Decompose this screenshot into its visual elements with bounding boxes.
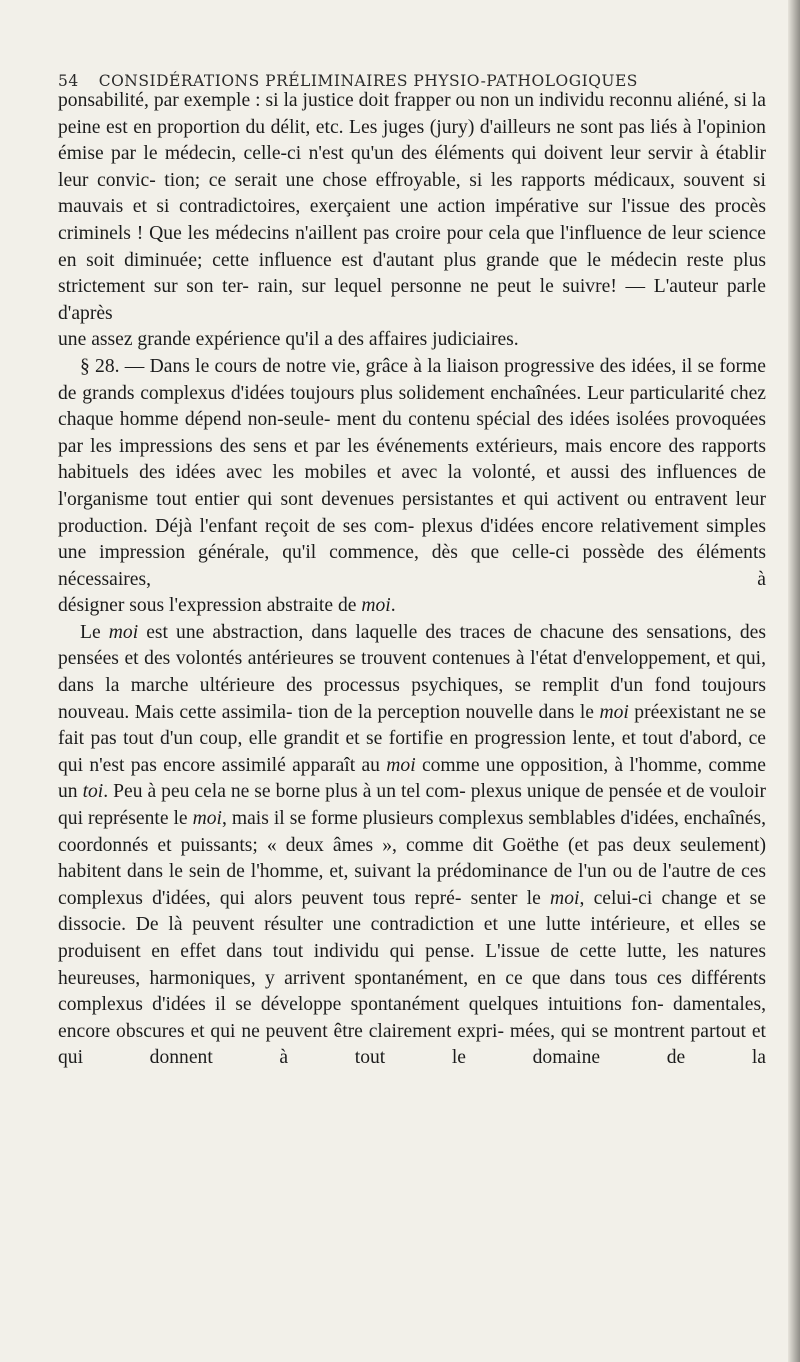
italic-word: moi bbox=[386, 754, 416, 776]
text-line: damentales, encore obscures et qui ne peuvent être clairement expri- bbox=[58, 994, 766, 1042]
text-line: harmoniques, y arrivent spontanément, en ce que dans tous ces différents bbox=[149, 967, 766, 989]
text-line: des sens et par les événements extérieurs, mais encore des rapports bbox=[219, 435, 766, 457]
text-line: que l'influence de leur science en soit diminuée; cette influence est bbox=[58, 222, 767, 271]
text-line: forme plusieurs complexus semblables d'idées, enchaînés, coordonnés bbox=[58, 808, 767, 856]
text-line: plexus unique de pensée et de vouloir qui représente le bbox=[58, 781, 766, 830]
text-line: habituels des idées avec les mobiles et avec la volonté, et aussi des bbox=[58, 462, 647, 484]
text-line: des procès criminels ! Que les médecins n'aillent pas croire pour cela bbox=[58, 196, 766, 244]
text-line: et puissants; « deux âmes », comme dit Goëthe (et pas deux seulement) bbox=[157, 834, 767, 856]
text-line: d'un coup, elle grandit et se fortifie en progression lente, et tout d'abord, bbox=[160, 728, 743, 750]
text-line: une assez grande expérience qu'il a des affaires judiciaires. bbox=[58, 329, 519, 351]
italic-word: moi bbox=[361, 595, 391, 617]
italic-word: toi bbox=[82, 781, 104, 803]
page-edge-shadow bbox=[788, 0, 800, 1362]
text-line: complexus d'idées il se développe spontanément quelques intuitions fon- bbox=[58, 994, 664, 1016]
text-line: est une abstraction, dans laquelle des traces de chacune des bbox=[138, 621, 639, 643]
text-line: préexistant ne se fait pas tout bbox=[58, 701, 766, 750]
text-line: , celui-ci change et se dissocie. De là peuvent résulter une bbox=[58, 887, 766, 936]
paragraph-continuation bbox=[58, 88, 766, 327]
text-line: tion; ce serait une chose effroyable, si les rapports médicaux, souvent si bbox=[164, 169, 766, 191]
paragraph-end: désigner sous l'expression abstraite de moi. bbox=[58, 595, 396, 617]
text-line: désigner sous l'expression abstraite de bbox=[58, 595, 362, 617]
italic-word: moi bbox=[599, 701, 629, 723]
paragraph-moi bbox=[58, 620, 766, 1072]
text-line: plexus d'idées encore relativement simples une impression générale, bbox=[58, 515, 766, 564]
text-line: mées, qui se montrent partout et qui donnent à tout le domaine de la bbox=[58, 1020, 766, 1069]
paragraph-end bbox=[58, 327, 766, 354]
text-line: sensations, des pensées et des volontés antérieures se trouvent contenues bbox=[58, 621, 766, 670]
text-line: rain, sur lequel personne ne peut le suivre! — L'auteur parle d'après bbox=[58, 276, 766, 324]
text-line: (jury) d'ailleurs ne sont pas liés à l'opinion émise par le médecin, celle-ci bbox=[58, 116, 766, 165]
body-text bbox=[58, 88, 766, 1072]
running-title: CONSIDÉRATIONS PRÉLIMINAIRES PHYSIO-PATHOLOGIQUES bbox=[98, 72, 638, 90]
text-line: . Peu à peu cela ne se borne plus à un tel com- bbox=[103, 781, 466, 803]
text-line: activent ou entravent leur production. Déjà l'enfant reçoit de ses com- bbox=[58, 488, 766, 537]
text-line: tion de la perception nouvelle dans le bbox=[297, 701, 600, 723]
text-line: contradiction et une lutte intérieure, et elles se produisent en effet dans bbox=[58, 914, 766, 962]
text-line: qu'il commence, dès que celle-ci possède des éléments nécessaires, à bbox=[58, 542, 767, 590]
text-line: ce qui n'est pas encore assimilé apparaît au bbox=[58, 728, 766, 776]
text-line: l'homme, comme un bbox=[58, 754, 766, 803]
paragraph-section-28 bbox=[58, 354, 766, 593]
page-number: 54 bbox=[58, 72, 79, 90]
text-line: d'autant plus grande que le médecin reste plus strictement sur son ter- bbox=[58, 249, 766, 298]
italic-word: moi bbox=[550, 887, 580, 909]
text-line: comme une opposition, à bbox=[415, 754, 624, 776]
text-line: reconnu aliéné, si la peine est en proportion du délit, etc. Les juges bbox=[58, 90, 766, 138]
text-line: habitent dans le sein de l'homme, et, suivant la prédominance de l'un bbox=[58, 861, 607, 883]
text-line: n'est qu'un des éléments qui doivent leur servir à établir leur convic- bbox=[58, 143, 766, 191]
text-line: § 28. — Dans le cours de notre vie, grâce à la liaison progressive des bbox=[80, 355, 626, 377]
text-line: ponsabilité, par exemple : si la justice doit frapper ou non un individu bbox=[58, 90, 605, 111]
italic-word: moi bbox=[108, 621, 139, 643]
text-line: senter le bbox=[470, 887, 551, 909]
text-line: psychiques, se remplit d'un fond toujours nouveau. Mais cette assimila- bbox=[58, 675, 767, 723]
italic-word: moi bbox=[192, 808, 222, 830]
text-line: , mais il se bbox=[222, 808, 307, 830]
text-line: enchaînées. Leur particularité chez chaque homme dépend non-seule- bbox=[58, 382, 767, 431]
text-line: mauvais et si contradictoires, exerçaient une action impérative sur l'issue bbox=[58, 196, 670, 218]
text-line: ou de l'autre de ces complexus d'idées, qui alors peuvent tous repré- bbox=[58, 861, 767, 909]
text-line: idées, il se forme de grands complexus d'idées toujours plus solidement bbox=[58, 355, 766, 404]
text-line: à l'état d'enveloppement, et qui, dans la marche ultérieure des processus bbox=[58, 648, 766, 697]
text-line: influences de l'organisme tout entier qui sont devenues persistantes et qui bbox=[58, 462, 766, 510]
text-line: tout individu qui pense. L'issue de cette lutte, les natures heureuses, bbox=[58, 941, 766, 989]
text-line: ment du contenu spécial des idées isolées provoquées par les impressions bbox=[58, 409, 766, 457]
text-line: Le bbox=[80, 621, 109, 643]
